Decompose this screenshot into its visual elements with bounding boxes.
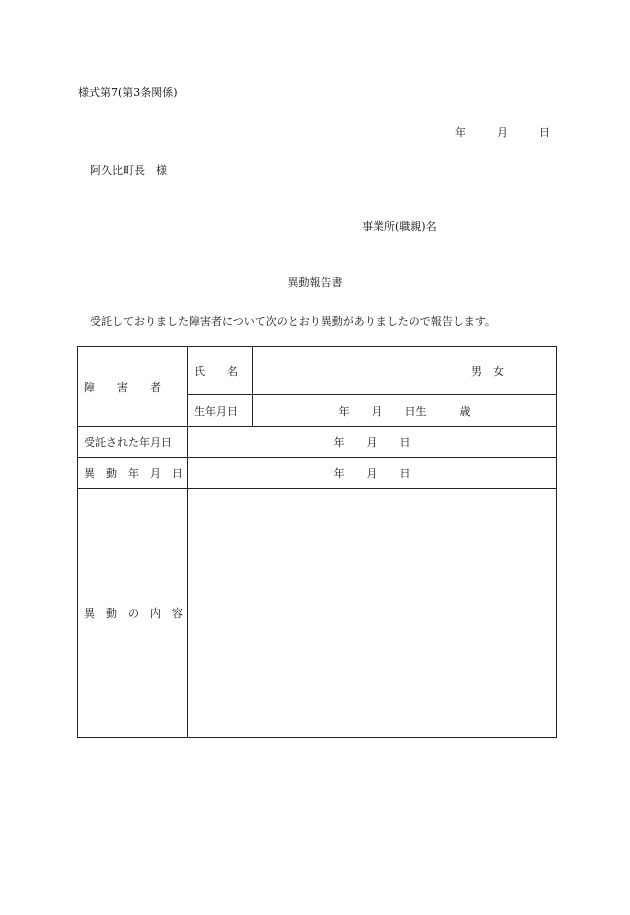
- date-month: 月: [497, 126, 508, 139]
- change-content-label: 異 動 の 内 容: [78, 489, 188, 738]
- date-day: 日: [539, 126, 550, 139]
- addressee: 阿久比町長 様: [90, 164, 167, 177]
- entrusted-row: [78, 427, 557, 458]
- birth-label: 生年月日: [188, 395, 253, 427]
- name-label: 氏 名: [188, 347, 253, 395]
- report-table: [77, 346, 557, 738]
- gender-options[interactable]: 男 女: [471, 364, 504, 378]
- entrusted-date-field[interactable]: 年 月 日: [188, 427, 557, 458]
- name-row: [78, 347, 557, 395]
- change-date-row: [78, 458, 557, 489]
- change-content-field[interactable]: [188, 489, 557, 738]
- change-date-field[interactable]: 年 月 日: [188, 458, 557, 489]
- date-line: [455, 124, 550, 140]
- intro-text: 受託しておりました障害者について次のとおり異動がありましたので報告します。: [90, 315, 496, 328]
- birth-field[interactable]: 年 月 日生 歳: [253, 395, 557, 427]
- office-name-label: 事業所(職親)名: [362, 220, 437, 233]
- change-content-row: [78, 489, 557, 738]
- entrusted-date-label: 受託された年月日: [78, 427, 188, 458]
- name-field[interactable]: [253, 347, 557, 395]
- date-year: 年: [455, 126, 466, 139]
- form-number: 様式第7(第3条関係): [78, 86, 178, 99]
- document-title: 異動報告書: [287, 276, 343, 289]
- change-date-label: 異 動 年 月 日: [78, 458, 188, 489]
- disabled-person-label: 障 害 者: [78, 347, 188, 427]
